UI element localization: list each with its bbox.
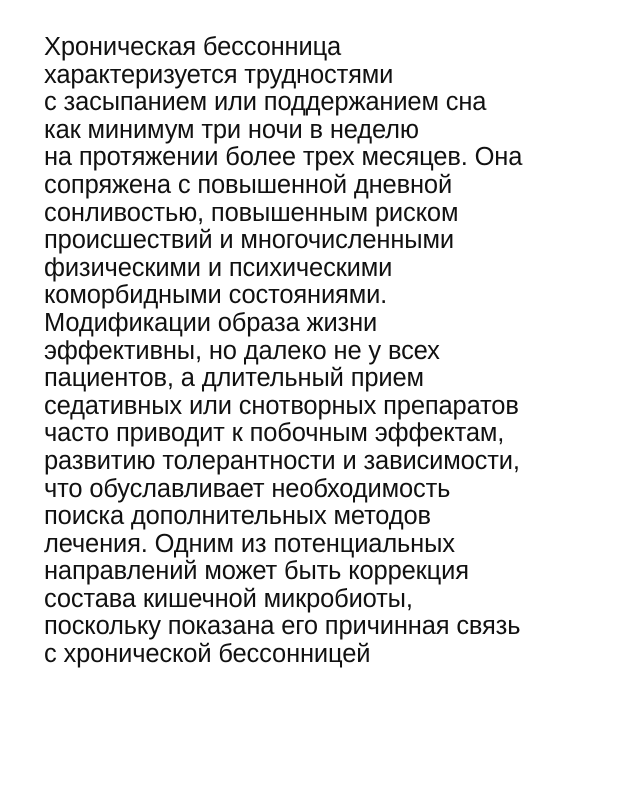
text-line: поскольку показана его причинная связь (44, 612, 521, 641)
text-line: сонливостью, повышенным риском (44, 198, 459, 227)
text-line: на протяжении более трех месяцев. Она (44, 143, 523, 172)
text-line: физическими и психическими (44, 253, 393, 282)
text-line: эффективны, но далеко не у всех (44, 336, 440, 365)
text-line: характеризуется трудностями (44, 60, 394, 89)
text-line: седативных или снотворных препаратов (44, 391, 519, 420)
text-line: сопряжена с повышенной дневной (44, 170, 453, 199)
text-line: лечения. Одним из потенциальных (44, 529, 455, 558)
text-line: поиска дополнительных методов (44, 502, 431, 531)
text-line: состава кишечной микробиоты, (44, 584, 413, 613)
text-line: часто приводит к побочным эффектам, (44, 419, 505, 448)
text-line: как минимум три ночи в неделю (44, 115, 419, 144)
text-line: с хронической бессонницей (44, 640, 371, 669)
text-line: коморбидными состояниями. (44, 281, 388, 310)
text-line: Модификации образа жизни (44, 308, 378, 337)
text-line: направлений может быть коррекция (44, 557, 469, 586)
text-line: развитию толерантности и зависимости, (44, 446, 520, 475)
text-line: что обуславливает необходимость (44, 474, 451, 503)
text-line: пациентов, а длительный прием (44, 364, 424, 393)
body-paragraph (44, 34, 624, 669)
text-line: с засыпанием или поддержанием сна (44, 88, 487, 117)
text-line: Хроническая бессонница (44, 33, 342, 61)
text-line: происшествий и многочисленными (44, 226, 454, 255)
